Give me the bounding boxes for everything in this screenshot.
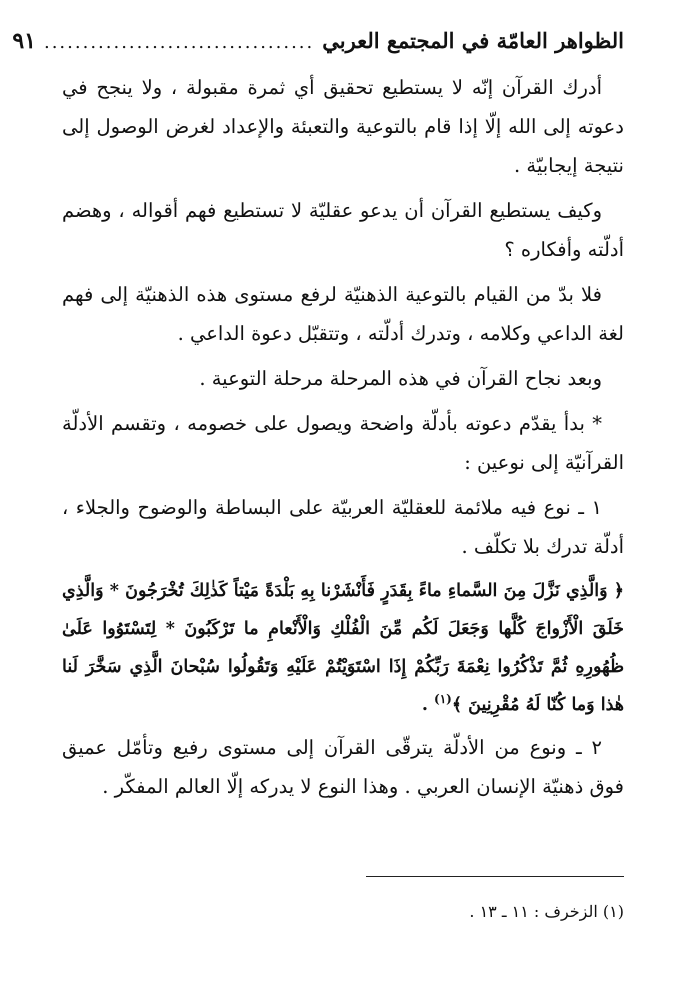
quran-verse-block (62, 572, 624, 724)
footnote-divider (366, 876, 624, 877)
paragraph-5: * بدأ يقدّم دعوته بأدلّة واضحة ويصول على خصومه ، وتقسم الأدلّة القرآنيّة إلى نوعين : (62, 412, 624, 474)
paragraph-1: أدرك القرآن إنّه لا يستطيع تحقيق أي ثمرة مقبولة ، ولا ينجح في دعوته إلى الله إلّا إذا قام بالتوعية والتعبئة والإعداد لغرض الوصول إلى نتيجة إيجابيّة . (62, 76, 624, 177)
page-body (62, 68, 624, 806)
running-header (12, 28, 624, 68)
book-page (12, 28, 624, 985)
paragraph-3: فلا بدّ من القيام بالتوعية الذهنيّة لرفع مستوى هذه الذهنيّة إلى فهم لغة الداعي وكلامه ، وتدرك أدلّته ، وتتقبّل دعوة الداعي . (62, 283, 624, 345)
footnote: (١) الزخرف : ١١ ـ ١٣ . (469, 902, 624, 921)
page-number: ٩١ (12, 28, 36, 54)
paragraph-6: ١ ـ نوع فيه ملائمة للعقليّة العربيّة على البساطة والوضوح والجلاء ، أدلّة تدرك بلا تكلّف . (62, 496, 624, 558)
paragraph-4: وبعد نجاح القرآن في هذه المرحلة مرحلة التوعية . (199, 367, 602, 390)
header-title: الظواهر العامّة في المجتمع العربي (322, 28, 624, 53)
paragraph-2: وكيف يستطيع القرآن أن يدعو عقليّة لا تستطيع فهم أقواله ، وهضم أدلّته وأفكاره ؟ (62, 199, 624, 261)
header-leader-dots: ................................... (43, 32, 315, 53)
quran-verse-text: ﴿ وَالَّذِي نَزَّلَ مِنَ السَّماءِ ماءً بِقَدَرٍ فَأَنْشَرْنا بِهِ بَلْدَةً مَيْتاً كَذٰلِكَ تُخْرَجُونَ * وَالَّذِي خَلَقَ الْأَزْواجَ كُلَّها وَجَعَلَ لَكُم مِّنَ الْفُلْكِ وَالْأَنْعامِ ما تَرْكَبُونَ * لِتَسْتَوُوا عَلَىٰ ظُهُورِهِ ثُمَّ تَذْكُرُوا نِعْمَةَ رَبِّكُمْ إِذَا اسْتَوَيْتُمْ عَلَيْهِ وَتَقُولُوا سُبْحانَ الَّذِي سَخَّرَ لَنا هٰذا وَما كُنّا لَهُ مُقْرِنِينَ ﴾ (62, 581, 624, 715)
quran-verse-end: . (421, 695, 434, 715)
footnote-reference: (١) (434, 692, 452, 707)
paragraph-7: ٢ ـ ونوع من الأدلّة يترقّى القرآن إلى مستوى رفيع وتأمّل عميق فوق ذهنيّة الإنسان العربي . وهذا النوع لا يدركه إلّا العالم المفكّر . (62, 736, 624, 798)
